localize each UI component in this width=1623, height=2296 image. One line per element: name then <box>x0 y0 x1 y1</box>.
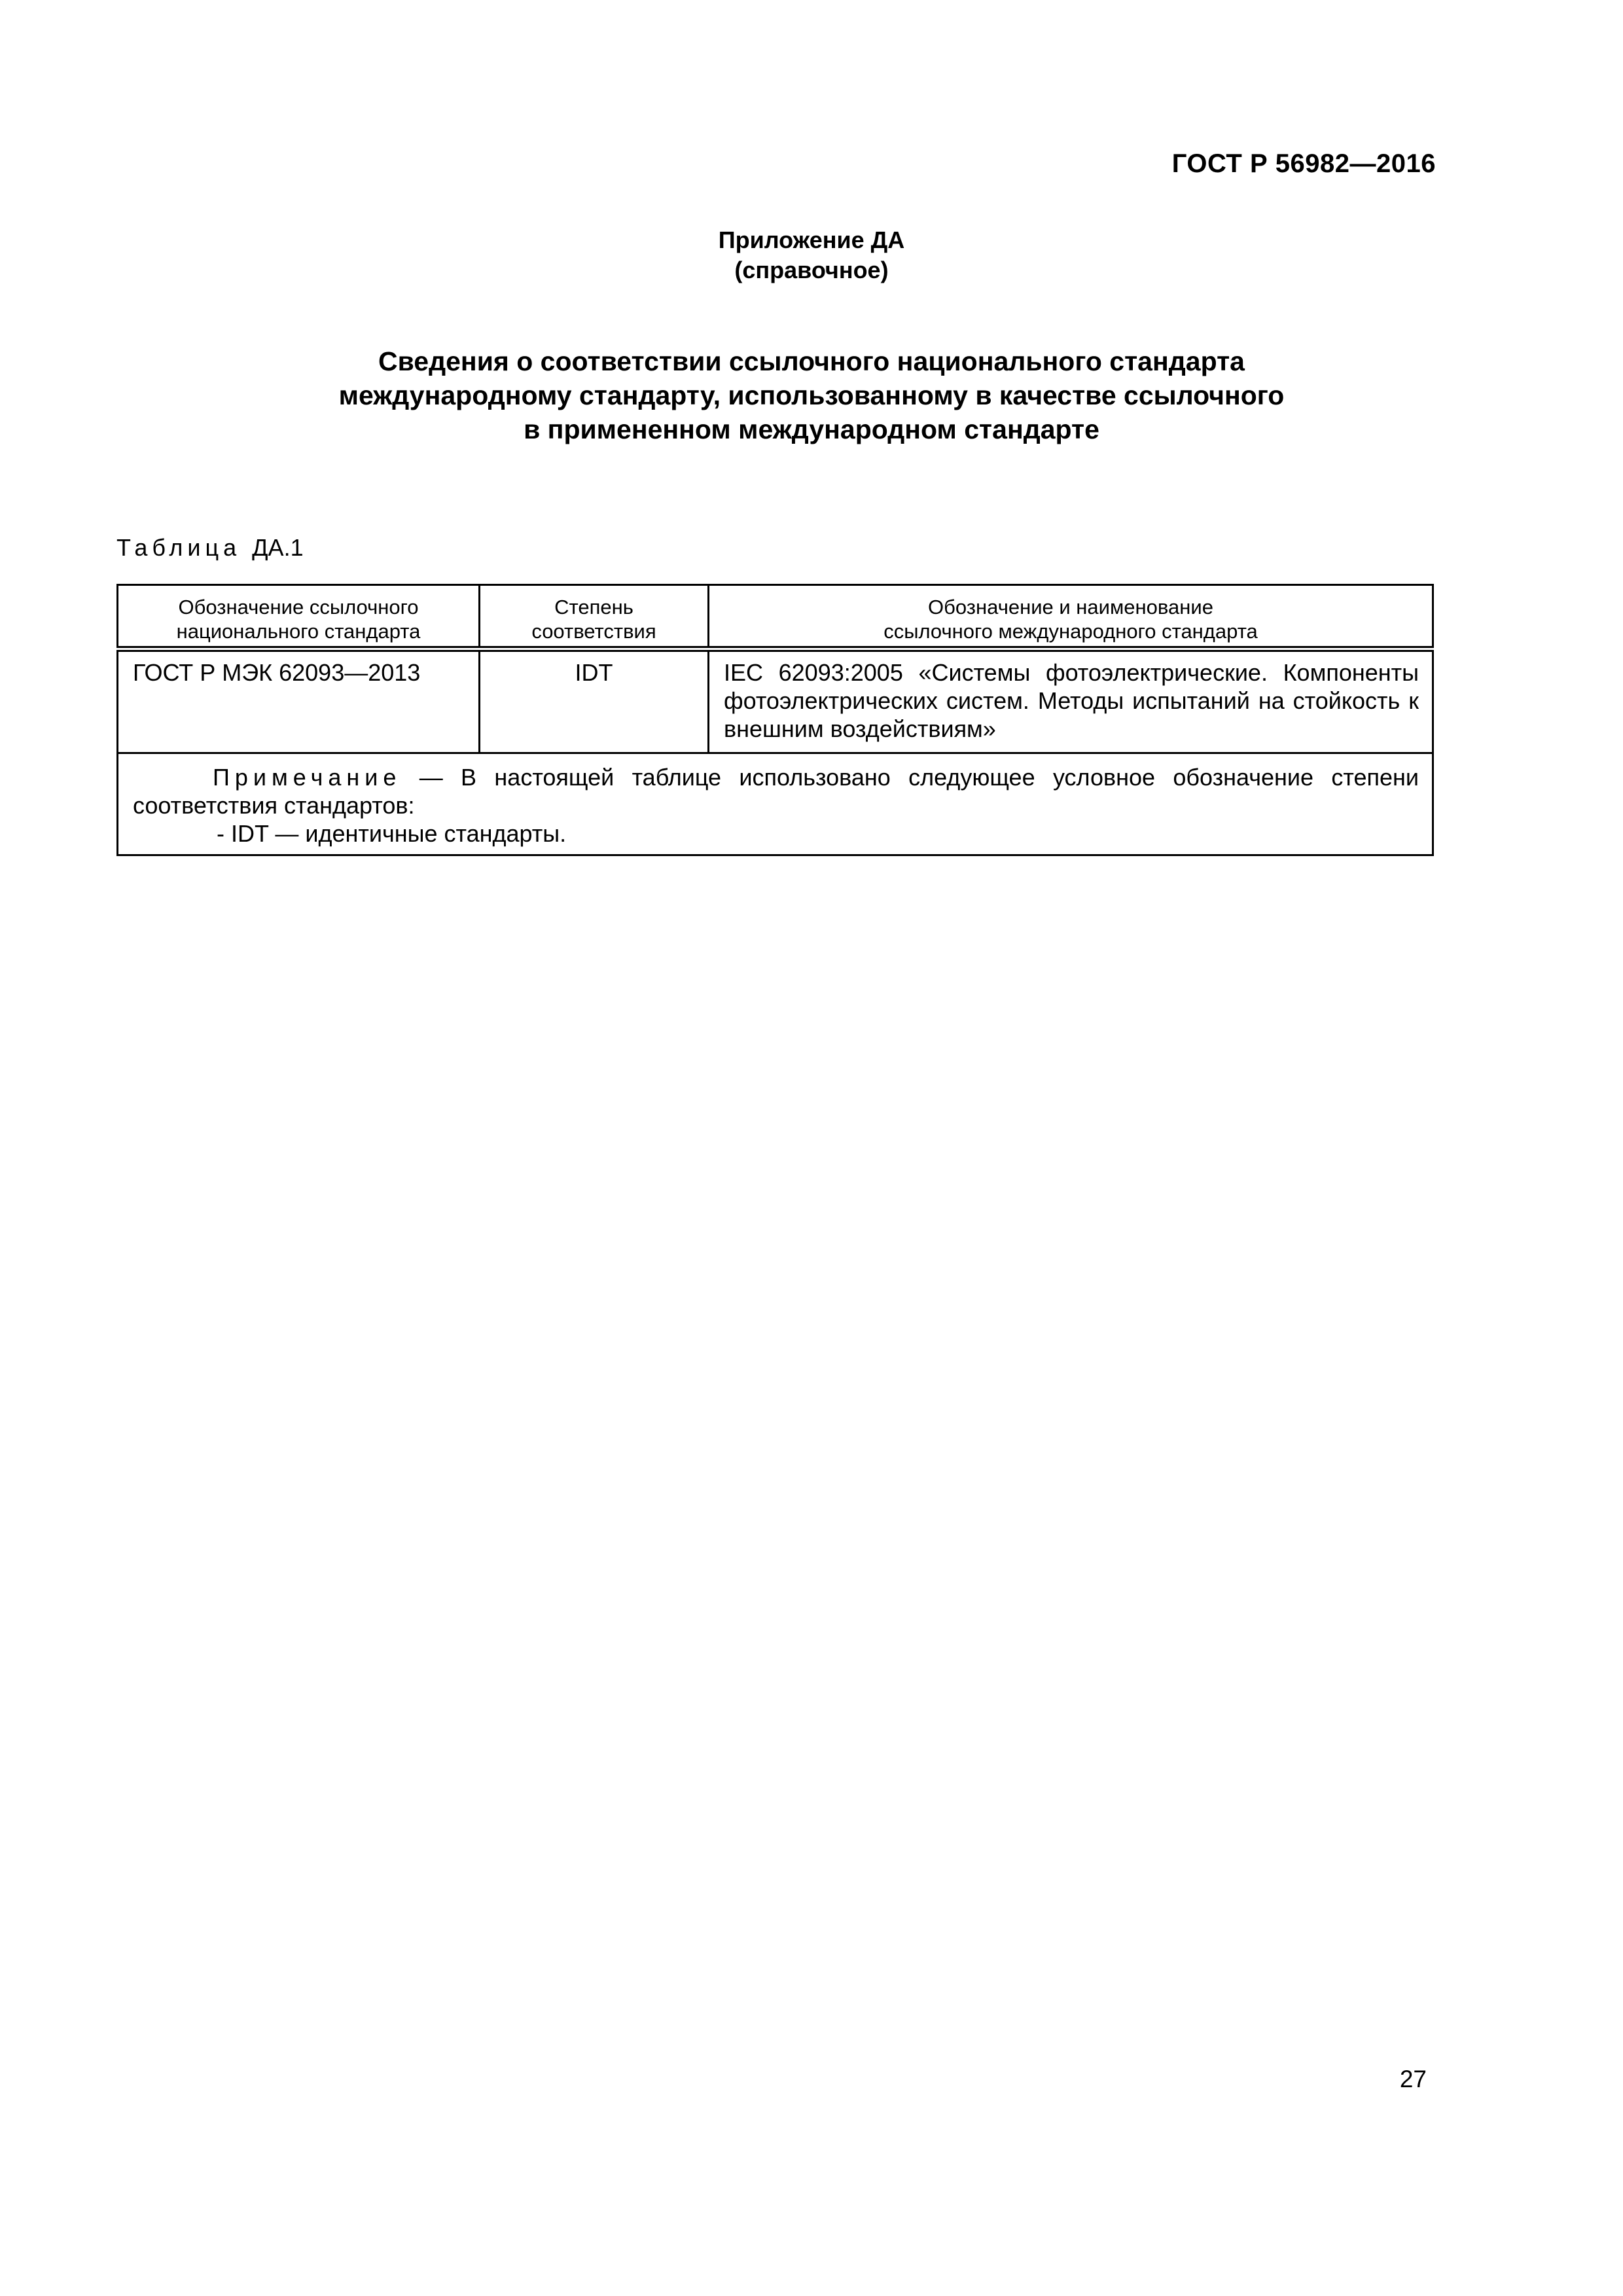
annex-title-line: в примененном международном стандарте <box>524 414 1099 444</box>
table-header-row <box>118 585 1433 649</box>
cell-national-standard: ГОСТ Р МЭК 62093—2013 <box>118 649 480 753</box>
annex-kind: (справочное) <box>734 257 889 283</box>
cell-degree: IDT <box>480 649 709 753</box>
table-note <box>118 753 1433 855</box>
reference-standards-table <box>116 584 1434 856</box>
annex-title <box>0 344 1623 446</box>
annex-name: Приложение ДА <box>718 226 905 253</box>
table-caption-word: Таблица <box>116 534 241 561</box>
table-note-row <box>118 753 1433 855</box>
annex-heading <box>0 225 1623 285</box>
note-line-2: соответствия стандартов: <box>133 792 415 819</box>
document-code: ГОСТ Р 56982—2016 <box>1171 149 1436 178</box>
annex-title-line: Сведения о соответствии ссылочного национального стандарта <box>378 346 1245 376</box>
column-header-national-standard: Обозначение ссылочного национального стандарта <box>118 585 480 649</box>
column-header-international-standard: Обозначение и наименование ссылочного международного стандарта <box>709 585 1433 649</box>
note-list-item: - IDT — идентичные стандарты. <box>217 820 567 847</box>
page-number: 27 <box>1399 2066 1427 2092</box>
column-header-degree: Степень соответствия <box>480 585 709 649</box>
note-line <box>133 763 1419 791</box>
note-label: Примечание <box>213 764 402 791</box>
cell-international-standard: IEC 62093:2005 «Системы фотоэлектрические. Компоненты фотоэлектрических систем. Методы испытаний на стойкость к внешним воздействиям» <box>709 649 1433 753</box>
annex-title-line: международному стандарту, использованному в качестве ссылочного <box>338 380 1285 410</box>
table-caption-number: ДА.1 <box>252 534 304 561</box>
table-row <box>118 649 1433 753</box>
note-text: — В настоящей таблице использовано следующее условное обозначение степени <box>419 764 1419 791</box>
table-caption <box>116 534 304 562</box>
